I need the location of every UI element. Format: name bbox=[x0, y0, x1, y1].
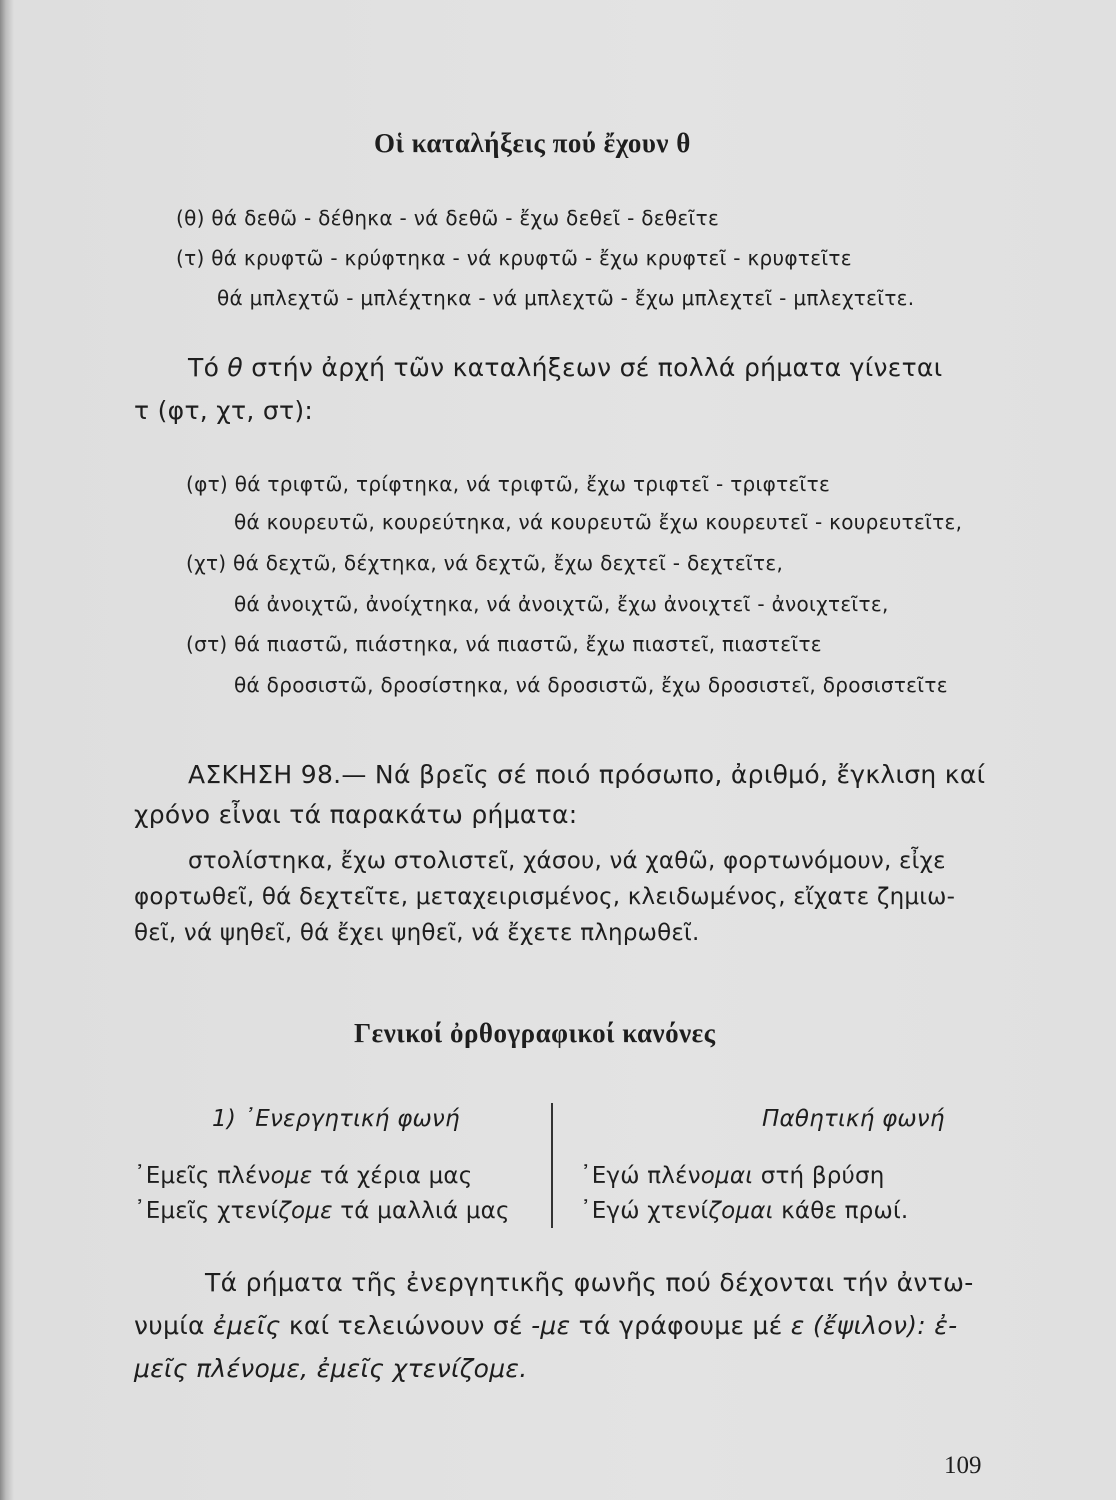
rule-text: καί τελειώνουν σέ bbox=[280, 1311, 532, 1340]
rule-text-italic: ἐμεῖς bbox=[213, 1311, 281, 1340]
example-ending: ζομε bbox=[278, 1198, 333, 1224]
conjugation-row: θά ἀνοιχτῶ, ἀνοίχτηκα, νά ἀνοιχτῶ, ἔχω ἀνοιχτεῖ - ἀνοιχτεῖτε, bbox=[234, 592, 889, 616]
section-title-endings-theta: Οἱ καταλήξεις πού ἔχουν θ bbox=[374, 128, 691, 158]
active-example-row bbox=[134, 1198, 510, 1224]
active-voice-header: 1) ᾽Ενεργητική φωνή bbox=[212, 1106, 460, 1132]
rule-text-theta: θ bbox=[227, 353, 244, 382]
rule-text: νυμία bbox=[134, 1311, 214, 1340]
conjugation-row: (φτ) θά τριφτῶ, τρίφτηκα, νά τριφτῶ, ἔχω τριφτεῖ - τριφτεῖτε bbox=[186, 472, 831, 496]
conjugation-row: (χτ) θά δεχτῶ, δέχτηκα, νά δεχτῶ, ἔχω δεχτεῖ - δεχτεῖτε, bbox=[186, 551, 784, 575]
active-example-row bbox=[134, 1163, 473, 1189]
rule-text: Τό bbox=[188, 353, 228, 382]
example-text: ᾽Εμεῖς χτενί bbox=[134, 1198, 279, 1224]
exercise-heading: ΑΣΚΗΣΗ 98.— Νά βρεῖς σέ ποιό πρόσωπο, ἀριθμό, ἔγκλιση καί bbox=[188, 760, 986, 789]
exercise-item-line: φορτωθεῖ, θά δεχτεῖτε, μεταχειρισμένος, κλειδωμένος, εἴχατε ζημιω- bbox=[134, 884, 956, 910]
rule-paragraph-line bbox=[188, 353, 942, 382]
example-text: τά χέρια μας bbox=[312, 1163, 473, 1189]
rule-text-italic: ε (ἔψιλον): ἐ- bbox=[790, 1311, 958, 1340]
example-ending: ομαι bbox=[700, 1163, 754, 1189]
conjugation-row: (θ) θά δεθῶ - δέθηκα - νά δεθῶ - ἔχω δεθεῖ - δεθεῖτε bbox=[176, 206, 720, 230]
example-ending: ομε bbox=[270, 1163, 313, 1189]
example-text: στή βρύση bbox=[753, 1163, 885, 1189]
rule-text: στήν ἀρχή τῶν καταλήξεων σέ πολλά ρήματα γίνεται bbox=[243, 353, 943, 382]
page-number: 109 bbox=[944, 1452, 982, 1479]
rule-text-italic: -με bbox=[531, 1311, 571, 1340]
rule-paragraph-line: μεῖς πλένομε, ἐμεῖς χτενίζομε. bbox=[134, 1354, 528, 1383]
passive-voice-header: Παθητική φωνή bbox=[762, 1106, 945, 1132]
example-text: ᾽Εγώ πλέν bbox=[580, 1163, 701, 1189]
example-text: τά μαλλιά μας bbox=[332, 1198, 510, 1224]
conjugation-row: (τ) θά κρυφτῶ - κρύφτηκα - νά κρυφτῶ - ἔχω κρυφτεῖ - κρυφτεῖτε bbox=[176, 246, 852, 270]
rule-paragraph-line: Τά ρήματα τῆς ἐνεργητικῆς φωνῆς πού δέχονται τήν ἀντω- bbox=[205, 1268, 974, 1297]
passive-example-row bbox=[580, 1198, 908, 1224]
rule-paragraph-line bbox=[134, 1311, 957, 1340]
rule-text: τά γράφουμε μέ bbox=[570, 1311, 791, 1340]
exercise-item-line: θεῖ, νά ψηθεῖ, θά ἔχει ψηθεῖ, νά ἔχετε πληρωθεῖ. bbox=[134, 920, 700, 946]
conjugation-row: θά μπλεχτῶ - μπλέχτηκα - νά μπλεχτῶ - ἔχω μπλεχτεῖ - μπλεχτεῖτε. bbox=[217, 286, 915, 310]
exercise-item-line: στολίστηκα, ἔχω στολιστεῖ, χάσου, νά χαθῶ, φορτωνόμουν, εἶχε bbox=[188, 848, 946, 874]
conjugation-row: (στ) θά πιαστῶ, πιάστηκα, νά πιαστῶ, ἔχω πιαστεῖ, πιαστεῖτε bbox=[186, 632, 822, 656]
section-title-spelling-rules: Γενικοί ὀρθογραφικοί κανόνες bbox=[354, 1018, 716, 1048]
rule-paragraph-line: τ (φτ, χτ, στ): bbox=[134, 396, 314, 425]
example-text: ᾽Εμεῖς πλέν bbox=[134, 1163, 271, 1189]
exercise-heading: χρόνο εἶναι τά παρακάτω ρήματα: bbox=[134, 800, 578, 829]
example-text: ᾽Εγώ χτενί bbox=[580, 1198, 709, 1224]
conjugation-row: θά δροσιστῶ, δροσίστηκα, νά δροσιστῶ, ἔχω δροσιστεῖ, δροσιστεῖτε bbox=[234, 673, 948, 697]
passive-example-row bbox=[580, 1163, 885, 1189]
conjugation-row: θά κουρευτῶ, κουρεύτηκα, νά κουρευτῶ ἔχω κουρευτεῖ - κουρευτεῖτε, bbox=[234, 510, 963, 534]
example-text: κάθε πρωί. bbox=[773, 1198, 909, 1224]
column-divider bbox=[551, 1103, 553, 1228]
example-ending: ζομαι bbox=[708, 1198, 774, 1224]
